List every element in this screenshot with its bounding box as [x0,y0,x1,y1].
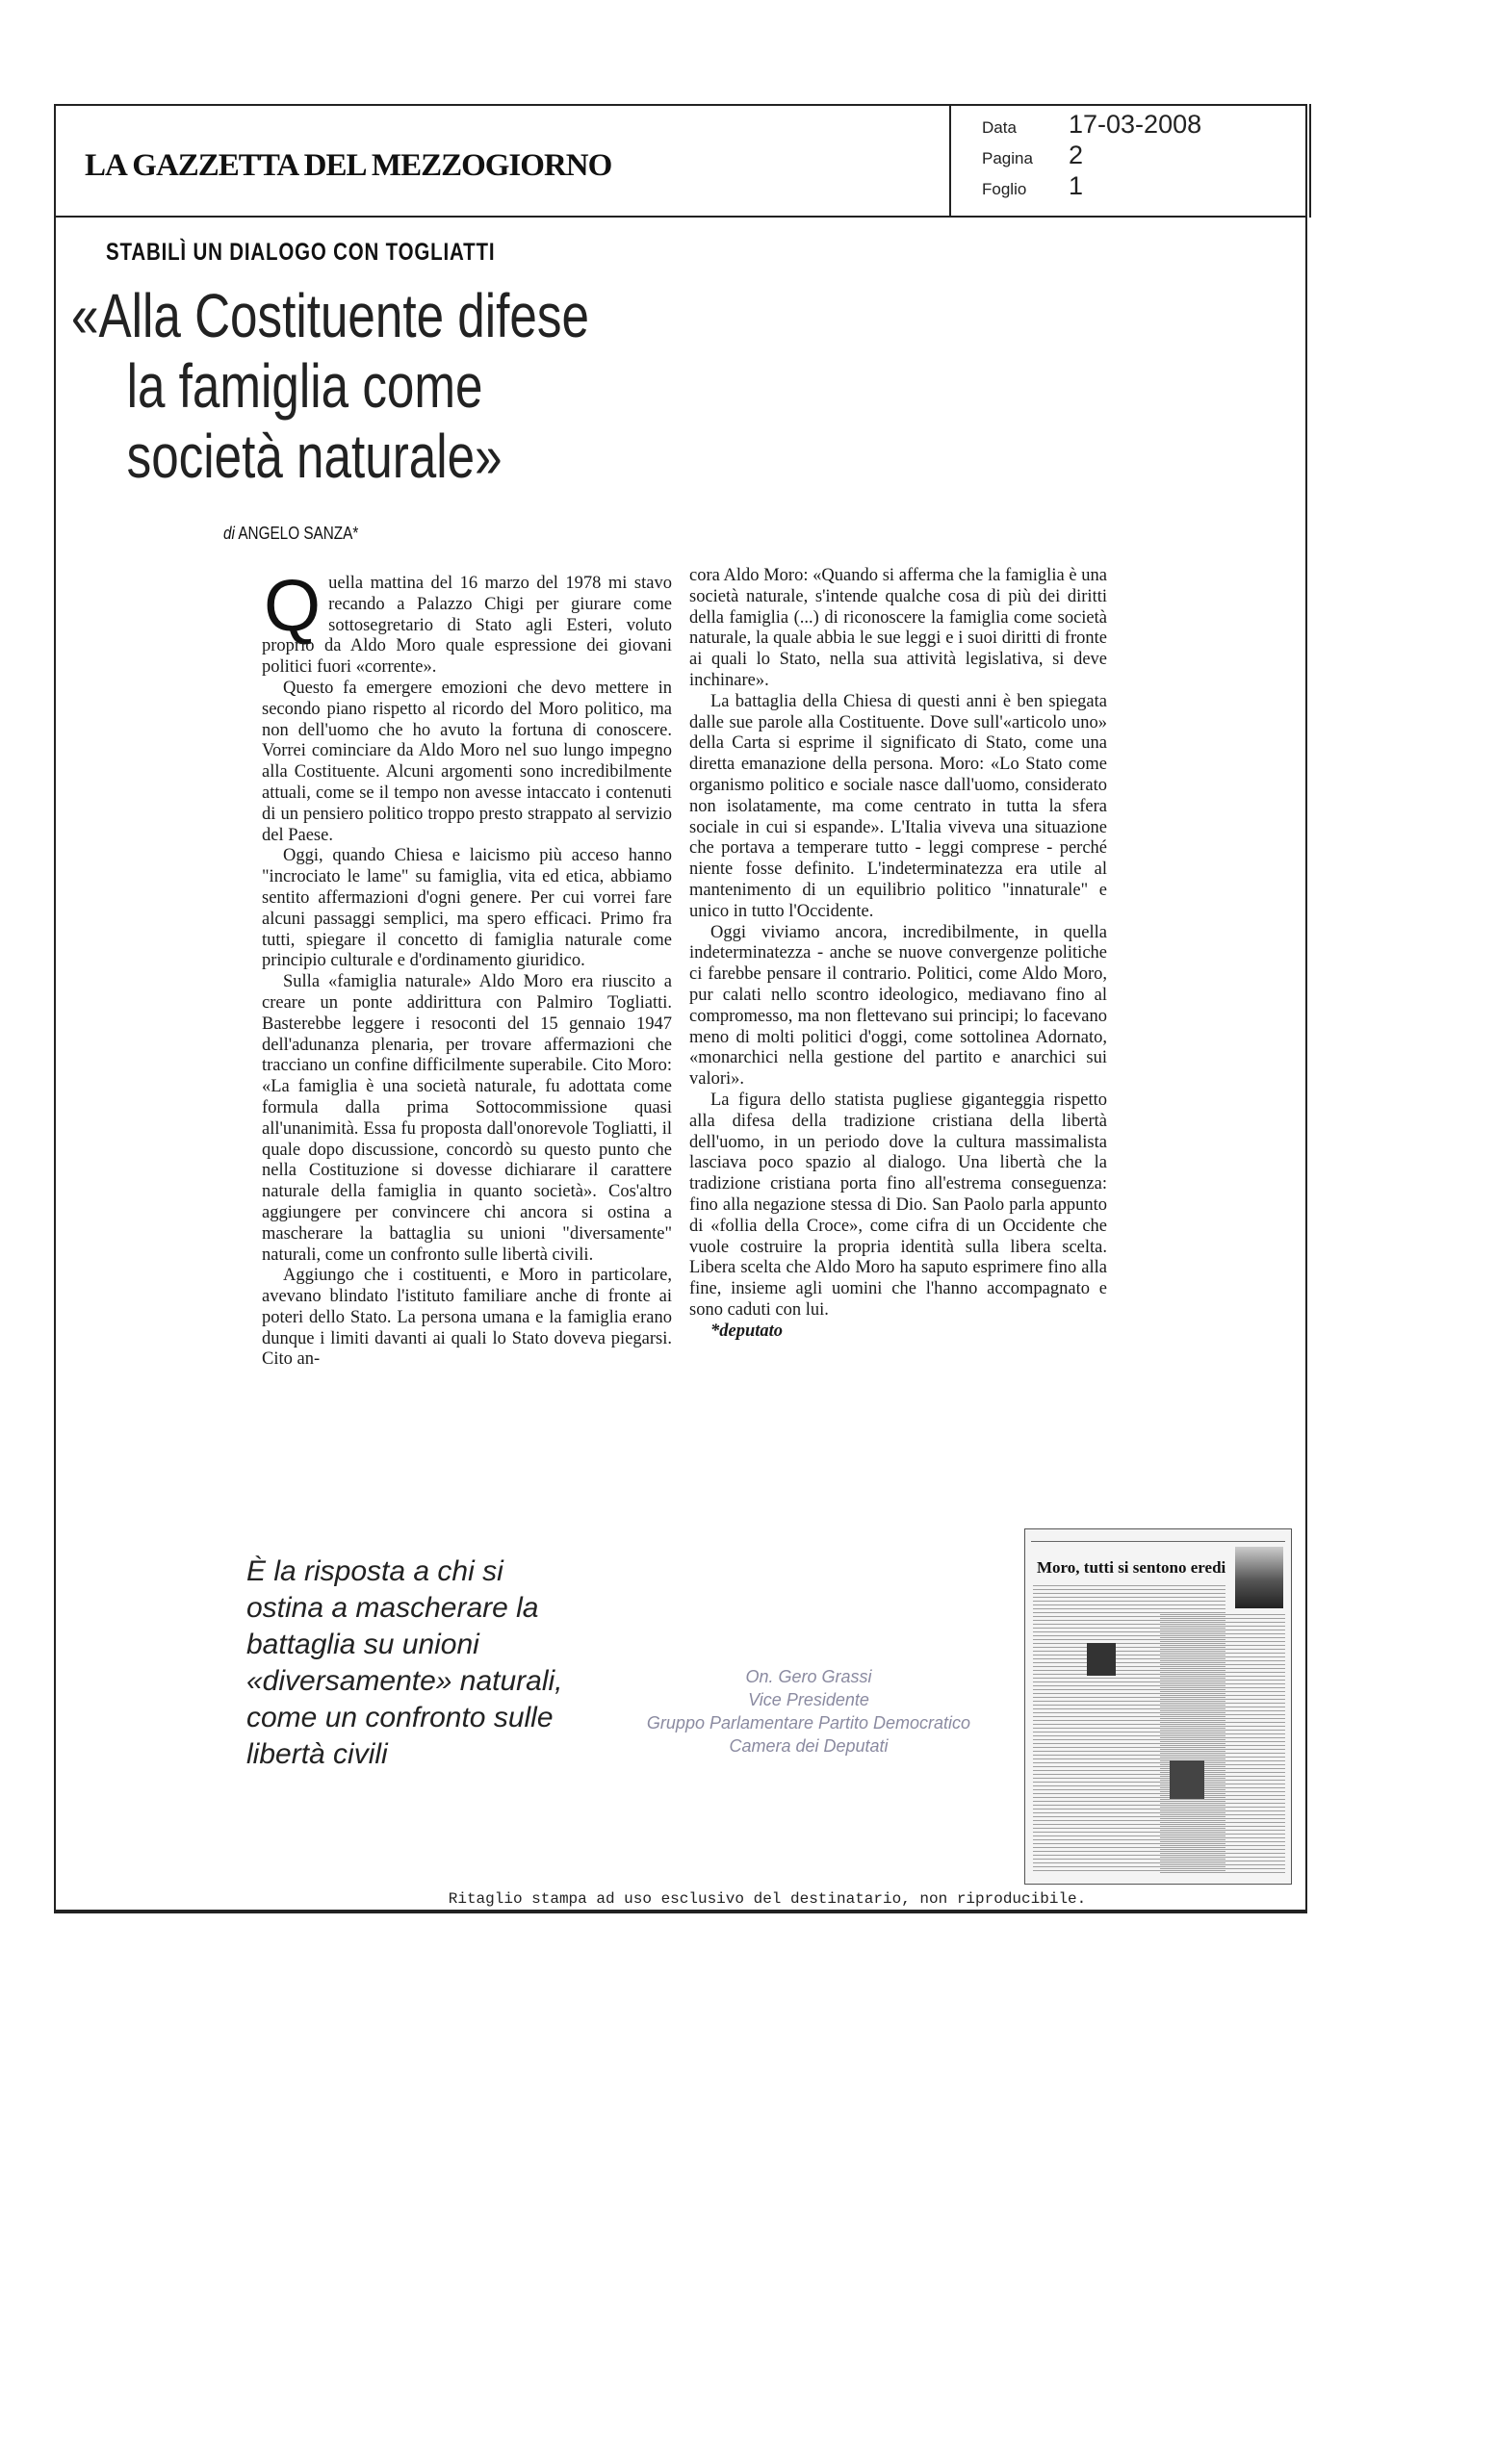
stamp-line: Gruppo Parlamentare Partito Democratico [646,1713,971,1732]
article-column-left [262,565,672,1371]
pull-quote: È la risposta a chi si ostina a mascherare la battaglia su unioni «diversamente» naturali, come un confronto sulle libertà civili [246,1555,563,1770]
paragraph-text: uella mattina del 16 marzo del 1978 mi stavo recando a Palazzo Chigi per giurare come sottosegretario di Stato agli Esteri, voluto proprio da Aldo Moro quale espressione dei giovani politici fuori «corrente». [262,574,672,678]
stamp-line: On. Gero Grassi [745,1667,872,1686]
article-kicker: STABILÌ UN DIALOGO CON TOGLIATTI [106,239,496,266]
newspaper-masthead: LA GAZZETTA DEL MEZZOGIORNO [85,148,612,183]
meta-date-value: 17-03-2008 [1069,110,1202,139]
headline-line-2: la famiglia come [126,351,483,421]
thumbnail-photo [1087,1643,1116,1676]
thumbnail-masthead-strip [1031,1533,1285,1542]
article-headline [71,281,589,492]
paragraph: Sulla «famiglia naturale» Aldo Moro era riuscito a creare un ponte addirittura con Palmiro Togliatti. Basterebbe leggere i resoconti del 15 gennaio 1947 dell'adunanza plenaria, per trovare affermazioni che tracciano un confine difficilmente superabile. Cito Moro: «La famiglia è una società naturale, fu adottata come formula dalla prima Sottocommissione quasi all'unanimità. Essa fu proposta dall'onorevole Togliatti, il quale dopo discussione, concordò su questo punto che nella Costituzione si dovesse dichiarare il carattere naturale della famiglia in quanto società». Cos'altro aggiungere per convincere chi ancora si ostina a mascherare la battaglia su unioni "diversamente" naturali, come un confronto sulle libertà civili. [262,972,672,1265]
headline-line-3: società naturale» [126,422,503,491]
byline [223,524,358,544]
meta-page [982,141,1083,170]
page-thumbnail [1024,1528,1292,1885]
headline-line-1: «Alla Costituente difese [71,281,589,350]
thumbnail-headline: Moro, tutti si sentono eredi [1037,1558,1226,1577]
stamp-line: Camera dei Deputati [729,1736,889,1756]
clipping-footer: Ritaglio stampa ad uso esclusivo del destinatario, non riproducibile. [448,1890,1087,1908]
thumbnail-text-block [1160,1614,1285,1874]
meta-sheet [982,171,1083,201]
byline-author: ANGELO SANZA* [238,524,359,543]
meta-date [982,110,1201,140]
paragraph: cora Aldo Moro: «Quando si afferma che la famiglia è una società naturale, s'intende qualche cosa di più dei diritti della famiglia (...) di riconoscere la famiglia come società naturale, la quale abbia le sue leggi e i suoi diritti di fronte ai quali lo Stato, nella sua attività legislativa, si deve inchinare». [689,566,1107,690]
paragraph: Oggi, quando Chiesa e laicismo più acceso hanno "incrociato le lame" su famiglia, vita ed etica, abbiamo sentito affermazioni d'ogni genere. Per cui vorrei fare alcuni passaggi semplici, ma spero efficaci. Primo fra tutti, spiegare il concetto di famiglia naturale come principio culturale e d'ordinamento giuridico. [262,846,672,971]
footer-rule [54,1912,1307,1913]
paragraph: La battaglia della Chiesa di questi anni è ben spiegata dalle sue parole alla Costituente. Dove sull'«articolo uno» della Carta si esprime il significato di Stato, come una diretta emanazione della persona. Moro: «Lo Stato come organismo politico e sociale nasce dall'uomo, considerato non isolatamente, ma come centrato in tutta la sfera sociale in cui si espande». L'Italia viveva una situazione che portava a temperare tutto - leggi comprese - perché niente fosse definito. L'indeterminatezza era utile al mantenimento di un equilibrio politico "innaturale" e unico in tutto l'Occidente. [689,691,1107,921]
paragraph [262,565,672,679]
paragraph: La figura dello statista pugliese giganteggia rispetto alla difesa della tradizione cristiana della libertà dell'uomo, in un periodo dove la cultura massimalista lasciava poco spazio al dialogo. Una libertà che la tradizione cristiana porta fino all'estrema conseguenza: fino alla negazione stessa di Dio. San Paolo parla appunto di «follia della Croce», come cifra di un Occidente che vuole costruire la propria identità sulla libera scelta. Libera scelta che Aldo Moro ha saputo esprimere fino alla fine, insieme agli uomini che l'hanno accompagnato e sono caduti con lui. [689,1090,1107,1320]
thumbnail-portrait-photo [1235,1547,1283,1608]
paragraph: Oggi viviamo ancora, incredibilmente, in quella indeterminatezza - anche se nuove convergenze politiche ci farebbe pensare il contrario. Politici, come Aldo Moro, pur calati nello scontro ideologico, mediavano fino al compromesso, ma non flettevano sui principi; lo facevano meno di molti politici d'oggi, come sottolinea Adornato, «monarchici nella gestione del partito e anarchici sui valori». [689,922,1107,1090]
meta-page-value: 2 [1069,141,1084,169]
stamp-line: Vice Presidente [748,1690,869,1709]
paragraph: Questo fa emergere emozioni che devo mettere in secondo piano rispetto al ricordo del Moro politico, ma non dell'uomo che ho avuto la fortuna di conoscere. Vorrei cominciare da Aldo Moro nel suo lungo impegno alla Costituente. Alcuni argomenti sono incredibilmente attuali, come se il tempo non avesse intaccato i contenuti di un pensiero politico troppo presto strappato al servizio del Paese. [262,678,672,845]
meta-sheet-label: Foglio [982,180,1027,198]
meta-page-label: Pagina [982,149,1033,167]
paragraph: Aggiungo che i costituenti, e Moro in particolare, avevano blindato l'istituto familiare anche di fronte ai poteri dello Stato. La persona umana e la famiglia erano dunque i limiti davanti ai quali lo Stato doveva piegarsi. Cito an- [262,1266,672,1370]
meta-date-label: Data [982,118,1017,137]
author-signoff: *deputato [710,1321,784,1341]
article-column-right [689,566,1107,1342]
drop-cap: Q [264,565,322,647]
meta-box [949,104,1311,218]
byline-prefix: di [223,524,235,543]
thumbnail-photo [1170,1760,1204,1799]
header-box [54,104,1307,218]
meta-sheet-value: 1 [1069,171,1084,200]
office-stamp [597,1665,1020,1758]
